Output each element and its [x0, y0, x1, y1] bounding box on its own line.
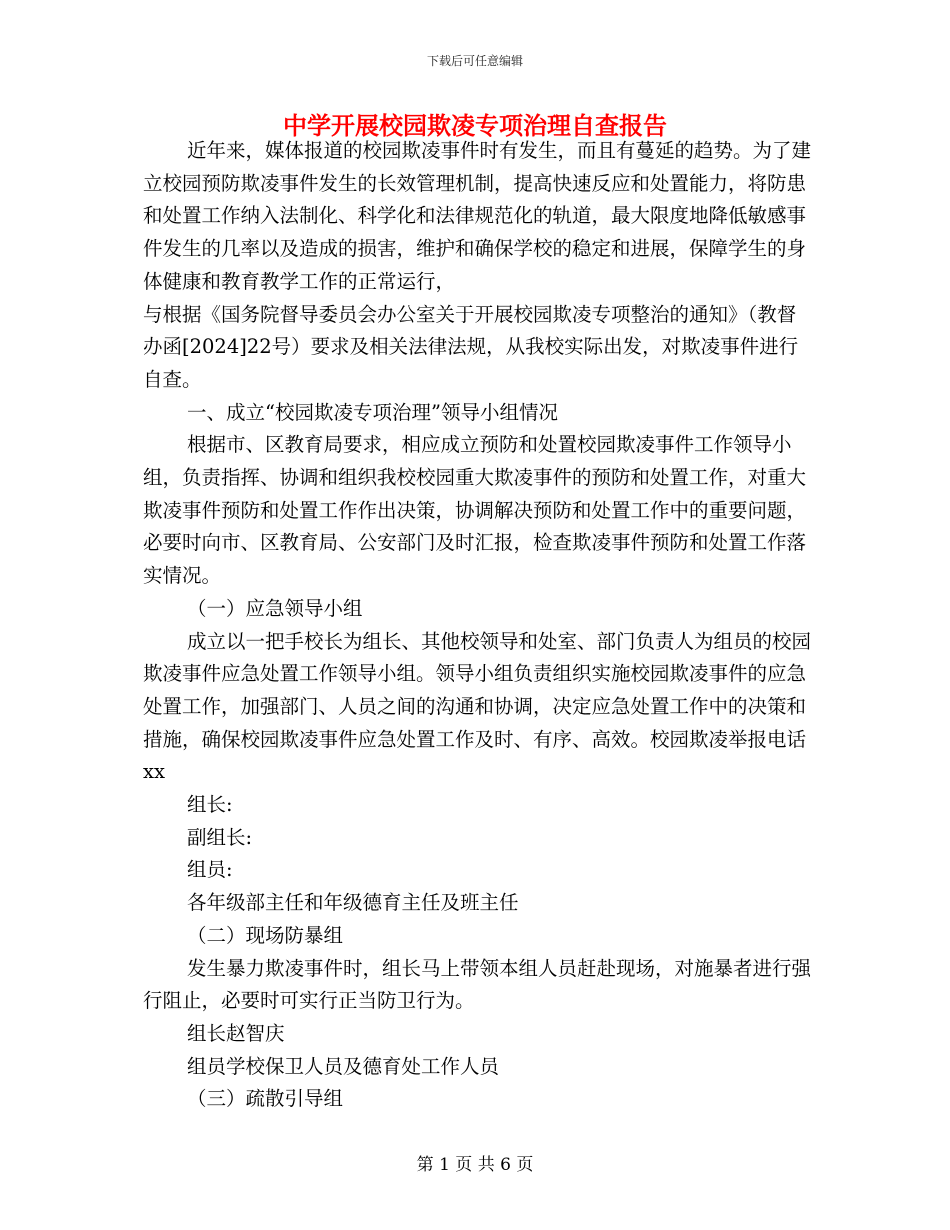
document-title: 中学开展校园欺凌专项治理自查报告	[283, 111, 667, 140]
members-detail-line: 各年级部主任和年级德育主任及班主任	[187, 891, 519, 915]
document-body	[143, 135, 815, 1116]
paragraph-onsite-group: 发生暴力欺凌事件时，组长马上带领本组人员赶赴现场，对施暴者进行强行阻止，必要时可实行正当防卫行为。	[143, 956, 812, 1013]
deputy-leader-line: 副组长:	[187, 825, 253, 849]
paragraph-emergency-group: 成立以一把手校长为组长、其他校领导和处室、部门负责人为组员的校园欺凌事件应急处置工作领导小组。领导小组负责组织实施校园欺凌事件的应急处置工作，加强部门、人员之间的沟通和协调，决定应急处置工作中的决策和措施，确保校园欺凌事件应急处置工作及时、有序、高效。校园欺凌举报电话xx	[143, 629, 812, 784]
section-heading-1: 一、成立“校园欺凌专项治理”领导小组情况	[187, 400, 558, 424]
paragraph-intro: 近年来，媒体报道的校园欺凌事件时有发生，而且有蔓延的趋势。为了建立校园预防欺凌事件发生的长效管理机制，提高快速反应和处置能力，将防患和处置工作纳入法制化、科学化和法律规范化的轨道，最大限度地降低敏感事件发生的几率以及造成的损害，维护和确保学校的稳定和进展，保障学生的身体健康和教育教学工作的正常运行，	[143, 139, 812, 293]
subsection-heading-evacuation: （三）疏散引导组	[187, 1087, 344, 1111]
onsite-leader-line: 组长赵智庆	[187, 1021, 285, 1045]
page-number: 第 1 页 共 6 页	[416, 1155, 534, 1175]
group-leader-line: 组长:	[187, 793, 233, 817]
subsection-heading-emergency: （一）应急领导小组	[187, 596, 363, 620]
members-line: 组员:	[187, 858, 233, 882]
subsection-heading-onsite: （二）现场防暴组	[187, 923, 344, 947]
page-header-note: 下载后可任意编辑	[426, 54, 523, 68]
paragraph-basis: 与根据《国务院督导委员会办公室关于开展校园欺凌专项整治的通知》（教督办函[2024]22号）要求及相关法律法规，从我校实际出发，对欺凌事件进行自查。	[143, 302, 799, 391]
paragraph-leadership: 根据市、区教育局要求，相应成立预防和处置校园欺凌事件工作领导小组，负责指挥、协调和组织我校校园重大欺凌事件的预防和处置工作，对重大欺凌事件预防和处置工作作出决策，协调解决预防和处置工作中的重要问题，必要时向市、区教育局、公安部门及时汇报，检查欺凌事件预防和处置工作落实情况。	[143, 433, 807, 588]
onsite-members-line: 组员学校保卫人员及德育处工作人员	[187, 1054, 500, 1078]
